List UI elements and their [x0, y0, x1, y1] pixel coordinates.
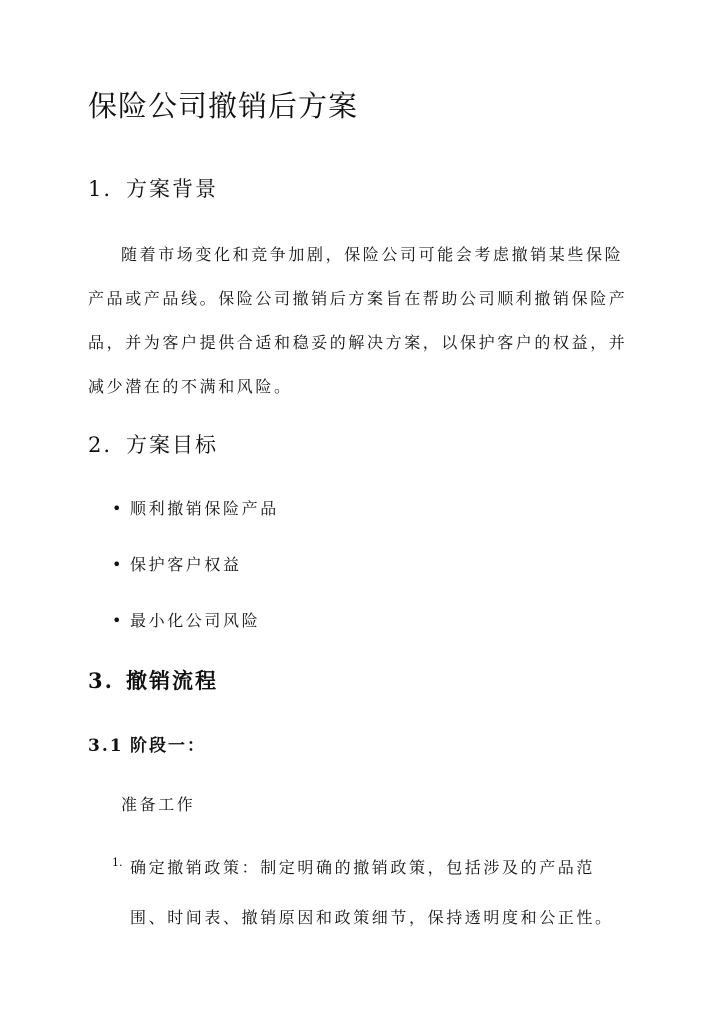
- section-number: 2.: [88, 433, 113, 457]
- section-title: 撤销流程: [126, 668, 218, 693]
- bullet-icon: •: [112, 611, 125, 630]
- background-paragraph: 随着市场变化和竞争加剧，保险公司可能会考虑撤销某些保险产品或产品线。保险公司撤销后方案旨在帮助公司顺利撤销保险产品，并为客户提供合适和稳妥的解决方案，以保护客户的权益，并减少潜在的不满和风险。: [88, 245, 628, 396]
- section-title: 方案目标: [126, 433, 218, 457]
- phase-intro-text: 准备工作: [121, 795, 196, 814]
- subsection-title: 阶段一：: [130, 736, 206, 756]
- list-item: [88, 602, 279, 658]
- bullet-icon: •: [112, 555, 125, 574]
- subsection-heading-phase-one: [88, 733, 206, 759]
- bullet-icon: •: [112, 499, 125, 518]
- goals-list: [88, 490, 279, 658]
- steps-list: [88, 843, 628, 943]
- section-heading-goals: [88, 430, 218, 460]
- list-item-text: 确定撤销政策：制定明确的撤销政策，包括涉及的产品范围、时间表、撤销原因和政策细节，保持透明度和公正性。: [130, 858, 614, 927]
- section-number: 1.: [88, 177, 113, 201]
- section-title: 方案背景: [126, 177, 218, 201]
- document-title: 保险公司撤销后方案: [88, 89, 359, 123]
- list-item-number: 1.: [112, 856, 123, 869]
- section-number: 3.: [88, 668, 114, 693]
- section-heading-process: [88, 666, 218, 696]
- list-item: [88, 546, 279, 602]
- list-item-text: 顺利撤销保险产品: [130, 499, 279, 518]
- list-item-text: 最小化公司风险: [130, 611, 261, 630]
- list-item: [88, 490, 279, 546]
- section-heading-background: [88, 174, 218, 204]
- subsection-number: 3.1: [88, 736, 124, 756]
- list-item: [88, 843, 628, 943]
- list-item-text: 保护客户权益: [130, 555, 242, 574]
